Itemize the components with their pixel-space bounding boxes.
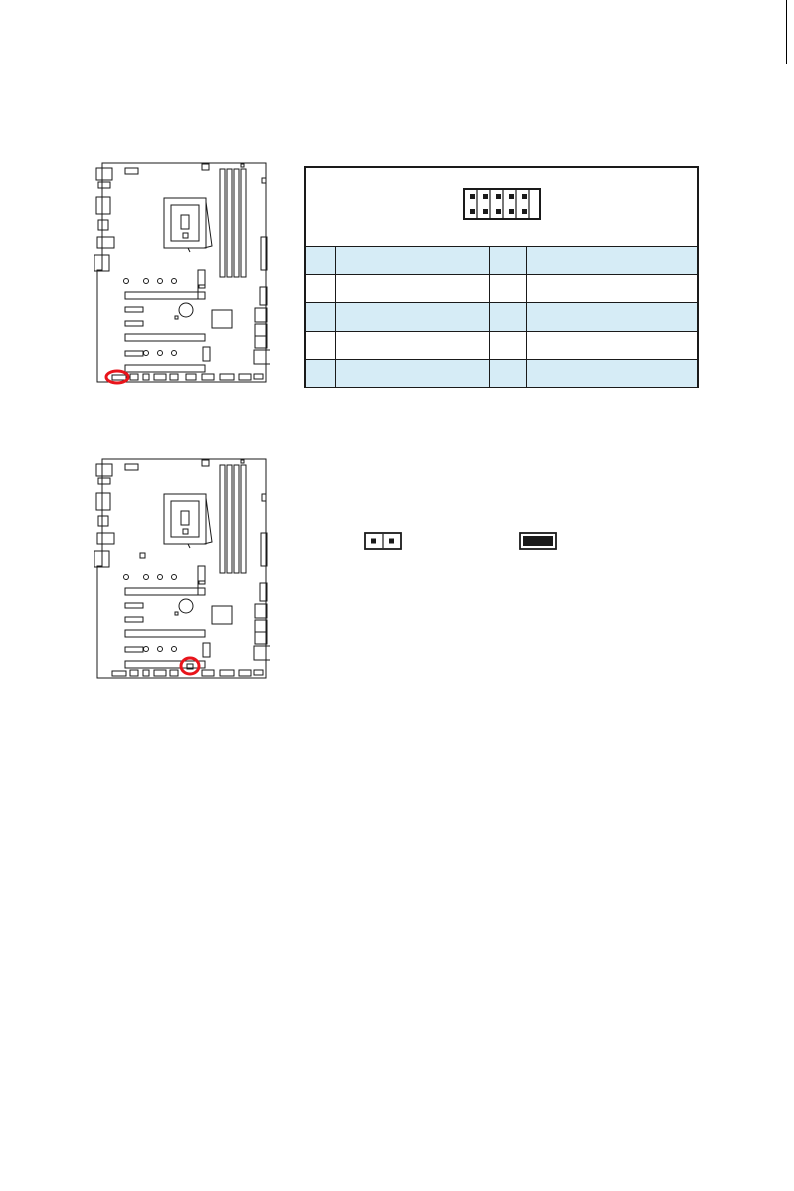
- pin-number-cell: [306, 303, 336, 330]
- table-row: [306, 246, 697, 274]
- jumper-open-icon: [364, 532, 402, 555]
- pin-number-cell: [490, 247, 527, 274]
- 10-pin-header-icon: [306, 168, 701, 246]
- signal-name-cell: [336, 332, 490, 359]
- signal-name-cell: [336, 275, 490, 302]
- signal-name-cell: [336, 247, 490, 274]
- signal-name-cell: [527, 303, 697, 330]
- signal-name-cell: [336, 303, 490, 330]
- table-row: [306, 331, 697, 359]
- pin-number-cell: [306, 332, 336, 359]
- signal-name-cell: [527, 332, 697, 359]
- pin-number-cell: [306, 360, 336, 387]
- pin-number-cell: [490, 360, 527, 387]
- signal-name-cell: [527, 275, 697, 302]
- pin-number-cell: [306, 275, 336, 302]
- pin-number-cell: [490, 303, 527, 330]
- pin-number-cell: [306, 247, 336, 274]
- motherboard-diagram-2: [94, 456, 270, 686]
- signal-name-cell: [527, 360, 697, 387]
- signal-name-cell: [527, 247, 697, 274]
- page-edge-mark: [786, 0, 787, 64]
- motherboard-diagram-1: [94, 160, 270, 390]
- highlight-marker: [181, 658, 199, 674]
- pin-definition-table: [304, 166, 699, 388]
- table-row: [306, 274, 697, 302]
- highlight-marker: [106, 371, 128, 383]
- pin-table-header: [306, 168, 697, 246]
- jumper-closed-icon: [519, 532, 557, 555]
- table-row: [306, 302, 697, 330]
- pin-number-cell: [490, 332, 527, 359]
- table-row: [306, 359, 697, 387]
- pin-number-cell: [490, 275, 527, 302]
- signal-name-cell: [336, 360, 490, 387]
